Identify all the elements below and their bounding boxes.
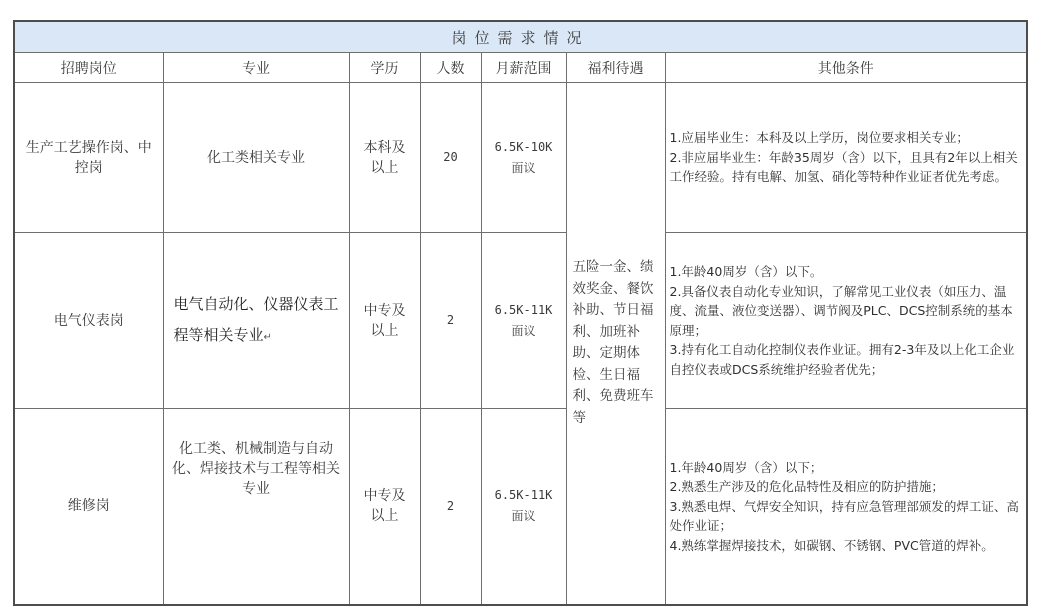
count-cell: 2	[420, 409, 481, 605]
requirement-item: 2.具备仪表自动化专业知识，了解常见工业仪表（如压力、温度、流量、液位变送器）、调节阀及PLC、DCS控制系统的基本原理；	[669, 283, 1013, 338]
header-requirements: 其他条件	[665, 53, 1027, 83]
salary-text: 6.5K-11K面议	[494, 488, 553, 524]
salary-text: 6.5K-10K面议	[494, 139, 553, 175]
major-text: 电气自动化、仪器仪表工程等相关专业	[173, 294, 339, 344]
requirement-item: 2.非应届毕业生：年龄35周岁（含）以下，且具有2年以上相关工作经验。持有电解、加氢、硝化等特种作业证者优先考虑。	[669, 149, 1018, 185]
requirement-item: 3.持有化工自动化控制仪表作业证。拥有2-3年及以上化工企业自控仪表或DCS系统维护经验者优先；	[669, 342, 1015, 377]
header-benefits: 福利待遇	[566, 53, 665, 83]
position-cell: 电气仪表岗	[14, 233, 163, 409]
major-cell	[163, 409, 349, 605]
education-cell	[349, 409, 420, 605]
table-title: 岗位需求情况	[14, 21, 1027, 53]
education-text: 本科及以上	[363, 139, 406, 176]
major-text: 化工类、机械制造与自动化、焊接技术与工程等相关专业	[172, 441, 340, 497]
header-position: 招聘岗位	[14, 53, 163, 83]
position-text: 生产工艺操作岗、中控岗	[25, 139, 152, 176]
count-cell: 20	[420, 83, 481, 233]
header-major: 专业	[163, 53, 349, 83]
header-count: 人数	[420, 53, 481, 83]
table-header-row	[14, 53, 1027, 83]
requirement-item: 2.熟悉生产涉及的危化品特性及相应的防护措施；	[669, 479, 944, 494]
education-cell	[349, 233, 420, 409]
table-row	[14, 83, 1027, 233]
education-cell	[349, 83, 420, 233]
requirement-item: 1.年龄40周岁（含）以下。	[669, 264, 823, 279]
salary-cell	[481, 83, 566, 233]
major-cell	[163, 233, 349, 409]
table-row	[14, 233, 1027, 409]
position-cell	[14, 83, 163, 233]
salary-cell	[481, 409, 566, 605]
return-mark-icon: ↵	[263, 331, 272, 343]
benefits-cell: 五险一金、绩效奖金、餐饮补助、节日福利、加班补助、定期体检、生日福利、免费班车等	[566, 83, 665, 605]
salary-cell	[481, 233, 566, 409]
education-text: 中专及以上	[363, 302, 406, 339]
requirements-cell	[665, 233, 1027, 409]
table-title-row	[14, 21, 1027, 53]
table-row	[14, 409, 1027, 605]
major-cell: 化工类相关专业	[163, 83, 349, 233]
education-text: 中专及以上	[363, 488, 406, 525]
count-cell: 2	[420, 233, 481, 409]
requirement-item: 4.熟练掌握焊接技术，如碳钢、不锈钢、PVC管道的焊补。	[669, 537, 994, 553]
job-requirements-table	[13, 20, 1028, 606]
header-salary: 月薪范围	[481, 53, 566, 83]
requirement-item: 1.应届毕业生：本科及以上学历，岗位要求相关专业；	[669, 130, 969, 146]
requirements-cell	[665, 83, 1027, 233]
requirements-cell	[665, 409, 1027, 605]
requirement-item: 1.年龄40周岁（含）以下；	[669, 459, 823, 475]
header-education: 学历	[349, 53, 420, 83]
position-cell: 维修岗	[14, 409, 163, 605]
requirement-item: 3.熟悉电焊、气焊安全知识，持有应急管理部颁发的焊工证、高处作业证；	[669, 498, 1019, 533]
salary-text: 6.5K-11K面议	[494, 302, 553, 338]
